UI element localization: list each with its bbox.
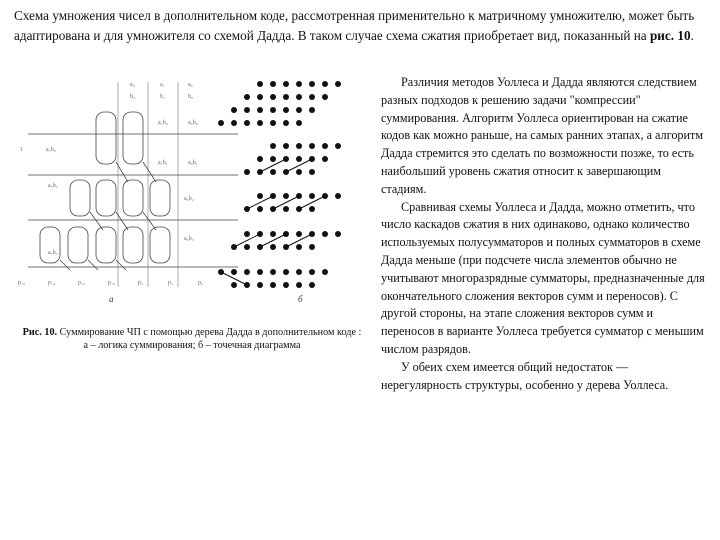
paragraph-3: У обеих схем имеется общий недостаток — нерегулярность структуры, особенно у дерева Уоллеса. bbox=[381, 359, 669, 392]
caption-label: Рис. 10. bbox=[22, 327, 58, 338]
svg-text:a₀b₀: a₀b₀ bbox=[188, 120, 198, 126]
figure-reference: рис. 10 bbox=[649, 28, 691, 43]
svg-text:p₁₃: p₁₃ bbox=[78, 280, 86, 286]
figure-label-a: а bbox=[109, 294, 114, 304]
svg-text:b₂: b₂ bbox=[130, 94, 136, 100]
svg-text:a₇b₀: a₇b₀ bbox=[46, 147, 56, 153]
svg-text:a₁b₀: a₁b₀ bbox=[158, 120, 168, 126]
svg-text:a₀b₃: a₀b₃ bbox=[184, 236, 194, 242]
svg-text:a₇b₁: a₇b₁ bbox=[48, 183, 58, 189]
svg-text:a₇b₇: a₇b₇ bbox=[48, 250, 58, 256]
figure-label-b: б bbox=[298, 294, 303, 304]
paragraph-2: Сравнивая схемы Уоллеса и Дадда, можно отметить, что число каскадов сжатия в них одинаково, однако количество используемых полусумматоров и полных сумматоров в схеме Дадда меньше (при подсчете числа элементов обычно не учитывают многоразрядные сумматоры, предназначенные для окончательного сложения векторов сумм и переносов). С другой стороны, на этапе сложения векторов сумм и переносов в варианте Уоллеса требуется сумматор с меньшим числом разрядов. bbox=[381, 199, 705, 356]
paragraph-1: Различия методов Уоллеса и Дадда являются следствием разных подходов к решению задачи "компрессии" суммирования. Алгоритм Уоллеса ориентирован на сжатие кодов как можно раньше, на самых ранних этапах, а алгоритм Дадда стремится это сделать по возможности позже, то есть наибольший уровень сжатия относит к завершающим стадиям. bbox=[381, 75, 704, 196]
intro-end: . bbox=[690, 28, 694, 43]
svg-text:p₁₂: p₁₂ bbox=[108, 280, 116, 286]
intro-text: Схема умножения чисел в дополнительном коде, рассмотренная применительно к матричному умножителю, может быть адаптирована и для умножителя со схемой Дадда. В таком случае схема сжатия приобретает вид, показанный на bbox=[14, 8, 695, 43]
svg-text:a₀b₁: a₀b₁ bbox=[188, 160, 198, 166]
svg-text:a₁b₁: a₁b₁ bbox=[158, 160, 168, 166]
svg-text:p₁: p₁ bbox=[168, 280, 174, 286]
svg-text:p₁₅: p₁₅ bbox=[18, 280, 26, 286]
svg-text:a₁: a₁ bbox=[160, 82, 165, 88]
svg-text:a₂: a₂ bbox=[130, 82, 135, 88]
svg-text:b₁: b₁ bbox=[160, 94, 166, 100]
svg-text:b₀: b₀ bbox=[188, 94, 194, 100]
text-column bbox=[381, 74, 709, 394]
dot-diagram-links bbox=[221, 159, 325, 285]
svg-text:1: 1 bbox=[20, 147, 23, 153]
svg-text:p₂: p₂ bbox=[138, 280, 144, 286]
svg-text:a₀: a₀ bbox=[188, 82, 193, 88]
figure-caption bbox=[22, 326, 362, 352]
dot-diagram bbox=[218, 81, 341, 288]
svg-text:p₀: p₀ bbox=[198, 280, 204, 286]
svg-text:a₀b₂: a₀b₂ bbox=[184, 196, 194, 202]
summation-logic-diagram bbox=[28, 82, 238, 287]
intro-paragraph bbox=[14, 6, 704, 46]
dadda-tree-diagram bbox=[8, 72, 368, 322]
svg-text:p₁₄: p₁₄ bbox=[48, 280, 56, 286]
caption-text: Суммирование ЧП с помощью дерева Дадда в дополнительном коде : а – логика суммирования; б – точечная диаграмма bbox=[57, 327, 362, 351]
